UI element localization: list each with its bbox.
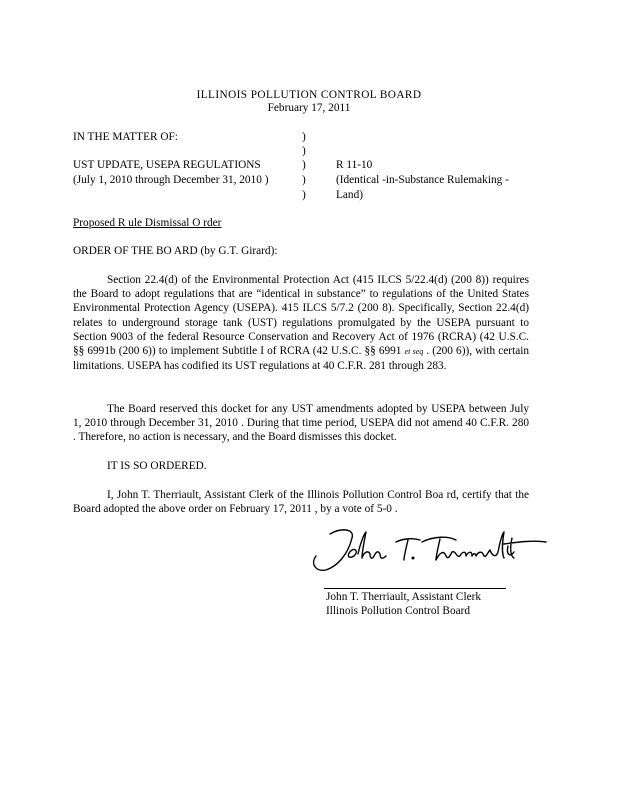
caption-paren: ) (302, 131, 306, 143)
case-title-line1: UST UPDATE, USEPA REGULATIONS (73, 159, 261, 171)
signature-line (324, 588, 506, 589)
paragraph-text: Section 22.4(d) of the Environmental Protection Act (415 ILCS 5/22.4(d) (200 8)) requires the Board to adopt regulations that are “identical in substance” to regulations of the United States Environmental Protection Agency (USEPA). 415 ILCS 5/7.2 (200 8). Specifically, Section 22.4(d) relates to underground storage tank (UST) regulations promulgated by the USEPA pursuant to Section 9003 of the federal Resource Conservation and Recovery Act of 1976 (RCRA) (42 U.S.C. §§ 6991b (200 6)) to implement Subtitle I of RCRA (42 U.S.C. §§ 6991 (73, 274, 529, 358)
paragraph-text: I, John T. Therriault, Assistant Clerk of the Illinois Pollution Control Boa rd, certify that the Board adopted the above order on February 17, 2011 , by a vote of 5-0 . (73, 489, 529, 516)
docket-type-line2: Land) (336, 189, 363, 201)
caption-paren: ) (302, 189, 306, 201)
et-seq: et seq (404, 347, 424, 357)
paragraph-reserved (73, 402, 529, 445)
paragraph-text: IT IS SO ORDERED. (107, 460, 207, 472)
docket-type-line1: (Identical -in-Substance Rulemaking - (336, 174, 509, 186)
in-the-matter: IN THE MATTER OF: (73, 131, 178, 143)
paragraph-statute (73, 273, 529, 373)
handwritten-signature (300, 520, 550, 580)
caption-paren: ) (302, 145, 306, 157)
paragraph-so-ordered (73, 459, 529, 473)
docket-number: R 11-10 (336, 159, 373, 171)
signer-organization: Illinois Pollution Control Board (326, 605, 471, 617)
case-title-line2: (July 1, 2010 through December 31, 2010 ) (73, 174, 269, 186)
order-date: February 17, 2011 (267, 102, 351, 114)
order-of-the-board: ORDER OF THE BO ARD (by G.T. Girard): (73, 245, 278, 257)
paragraph-text: The Board reserved this docket for any UST amendments adopted by USEPA between July 1, 2010 through December 31, 2010 . During that time period, USEPA did not amend 40 C.F.R. 280 . Therefore, no action is necessary, and the Board dismisses this docket. (73, 403, 529, 444)
paragraph-text: . (200 6)), with certain limitations. USEPA has codified its UST regulations at 40 C.F.R. 281 through 283. (73, 345, 530, 373)
agency-title: ILLINOIS POLLUTION CONTROL BOARD (196, 89, 422, 101)
proposed-rule-heading: Proposed R ule Dismissal O rder (73, 217, 222, 229)
caption-paren: ) (302, 174, 306, 186)
signer-name: John T. Therriault, Assistant Clerk (326, 591, 482, 603)
paragraph-certification (73, 488, 529, 516)
caption-paren: ) (302, 159, 306, 171)
